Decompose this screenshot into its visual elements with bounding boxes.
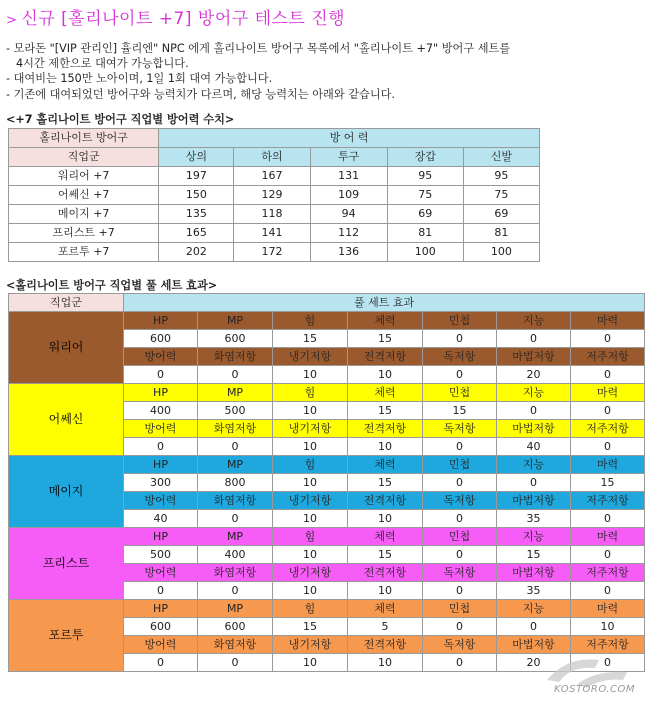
stat-value-cell: 15 [348,330,423,348]
resist-label-cell: 화염저항 [198,636,273,654]
resist-label-cell: 전격저항 [348,564,423,582]
resist-value-cell: 20 [497,654,571,672]
stat-value-cell: 300 [124,474,198,492]
stat-value-cell: 500 [198,402,273,420]
defense-value-cell: 167 [234,167,310,186]
defense-value-cell: 69 [387,205,463,224]
table-row [9,205,540,224]
defense-value-cell: 136 [310,243,387,262]
column-header: 장갑 [387,148,463,167]
resist-value-cell: 10 [348,438,423,456]
defense-value-cell: 95 [463,167,539,186]
watermark-text: KOSTORO.COM [553,684,635,695]
table-row [9,312,645,330]
defense-value-cell: 100 [463,243,539,262]
column-header: 하의 [234,148,310,167]
resist-value-cell: 35 [497,582,571,600]
job-name-cell: 포르투 +7 [9,243,159,262]
job-name-cell: 프리스트 [9,528,124,600]
stat-value-cell: 0 [497,330,571,348]
defense-value-cell: 94 [310,205,387,224]
job-name-cell: 메이지 +7 [9,205,159,224]
column-header: 상의 [159,148,234,167]
stat-value-cell: 15 [348,402,423,420]
job-name-cell: 어쎄신 [9,384,124,456]
resist-value-cell: 0 [423,582,497,600]
stat-value-cell: 0 [497,618,571,636]
title-arrow: > [6,13,18,28]
defense-value-cell: 202 [159,243,234,262]
corner-header-top: 홀리나이트 방어구 [9,129,159,148]
resist-label-cell: 저주저항 [571,420,645,438]
resist-value-cell: 0 [571,582,645,600]
table-row [9,167,540,186]
stat-label-cell: HP [124,456,198,474]
stat-label-cell: 체력 [348,312,423,330]
stat-label-cell: HP [124,312,198,330]
stat-label-cell: MP [198,384,273,402]
defense-value-cell: 129 [234,186,310,205]
resist-value-cell: 0 [198,438,273,456]
resist-label-cell: 마법저항 [497,348,571,366]
resist-label-cell: 화염저항 [198,492,273,510]
stat-label-cell: 마력 [571,456,645,474]
resist-label-cell: 마법저항 [497,492,571,510]
resist-value-cell: 0 [124,438,198,456]
resist-value-cell: 0 [423,654,497,672]
defense-value-cell: 165 [159,224,234,243]
stat-label-cell: 힘 [273,384,348,402]
stat-label-cell: MP [198,312,273,330]
stat-value-cell: 10 [273,546,348,564]
stat-label-cell: 지능 [497,600,571,618]
defense-value-cell: 131 [310,167,387,186]
stat-value-cell: 15 [273,618,348,636]
resist-value-cell: 0 [571,438,645,456]
table-row [9,456,645,474]
stat-label-cell: 민첩 [423,600,497,618]
stat-value-cell: 600 [124,330,198,348]
resist-value-cell: 0 [423,366,497,384]
stat-label-cell: 체력 [348,384,423,402]
defense-value-cell: 69 [463,205,539,224]
stat-label-cell: 힘 [273,528,348,546]
job-header: 직업군 [9,294,124,312]
description-line: - 기존에 대여되었던 방어구와 능력치가 다르며, 해당 능력치는 아래와 같습니다. [6,87,395,101]
stat-value-cell: 15 [497,546,571,564]
resist-value-cell: 0 [198,582,273,600]
description [6,41,510,102]
resist-label-cell: 독저항 [423,420,497,438]
resist-value-cell: 10 [273,510,348,528]
stat-value-cell: 0 [571,330,645,348]
column-header: 신발 [463,148,539,167]
stat-value-cell: 600 [198,618,273,636]
stat-label-cell: HP [124,600,198,618]
resist-label-cell: 마법저항 [497,636,571,654]
job-name-cell: 어쎄신 +7 [9,186,159,205]
resist-value-cell: 40 [497,438,571,456]
resist-label-cell: 방어력 [124,564,198,582]
resist-label-cell: 독저항 [423,348,497,366]
table-row [9,224,540,243]
job-name-cell: 프리스트 +7 [9,224,159,243]
description-line: 4시간 제한으로 대여가 가능합니다. [16,57,189,71]
defense-value-cell: 109 [310,186,387,205]
stat-value-cell: 5 [348,618,423,636]
resist-label-cell: 방어력 [124,420,198,438]
stat-value-cell: 0 [423,546,497,564]
resist-label-cell: 냉기저항 [273,636,348,654]
resist-label-cell: 화염저항 [198,420,273,438]
resist-label-cell: 냉기저항 [273,492,348,510]
set-effect-header: 풀 세트 효과 [124,294,645,312]
stat-label-cell: 마력 [571,312,645,330]
resist-label-cell: 전격저항 [348,636,423,654]
stat-label-cell: 지능 [497,456,571,474]
resist-value-cell: 20 [497,366,571,384]
stat-label-cell: 체력 [348,600,423,618]
stat-label-cell: 체력 [348,528,423,546]
stat-value-cell: 600 [198,330,273,348]
stat-label-cell: 민첩 [423,384,497,402]
table-row [9,528,645,546]
stat-value-cell: 10 [273,402,348,420]
stat-value-cell: 0 [423,330,497,348]
stat-value-cell: 0 [497,402,571,420]
stat-value-cell: 400 [124,402,198,420]
resist-label-cell: 저주저항 [571,636,645,654]
resist-value-cell: 35 [497,510,571,528]
resist-label-cell: 전격저항 [348,492,423,510]
resist-label-cell: 저주저항 [571,492,645,510]
resist-value-cell: 10 [348,654,423,672]
resist-value-cell: 0 [571,654,645,672]
resist-label-cell: 독저항 [423,636,497,654]
page-title [6,4,345,29]
defense-value-cell: 100 [387,243,463,262]
stat-value-cell: 0 [571,402,645,420]
resist-value-cell: 10 [348,366,423,384]
resist-label-cell: 저주저항 [571,564,645,582]
resist-label-cell: 냉기저항 [273,564,348,582]
table-row [9,186,540,205]
description-line: - 대여비는 150만 노아이며, 1일 1회 대여 가능합니다. [6,72,273,86]
stat-value-cell: 0 [497,474,571,492]
resist-value-cell: 10 [348,582,423,600]
resist-value-cell: 0 [423,438,497,456]
stat-label-cell: 민첩 [423,312,497,330]
stat-value-cell: 500 [124,546,198,564]
section-title-set-effect: <홀리나이트 방어구 직업별 풀 세트 효과> [6,279,218,292]
defense-value-cell: 75 [463,186,539,205]
resist-label-cell: 냉기저항 [273,420,348,438]
resist-value-cell: 0 [124,654,198,672]
resist-label-cell: 냉기저항 [273,348,348,366]
stat-label-cell: 지능 [497,384,571,402]
resist-value-cell: 0 [571,366,645,384]
defense-value-cell: 172 [234,243,310,262]
resist-label-cell: 마법저항 [497,420,571,438]
stat-label-cell: 마력 [571,600,645,618]
stat-label-cell: 민첩 [423,456,497,474]
stat-value-cell: 0 [571,546,645,564]
stat-value-cell: 0 [423,474,497,492]
resist-label-cell: 마법저항 [497,564,571,582]
resist-label-cell: 화염저항 [198,564,273,582]
resist-value-cell: 10 [348,510,423,528]
defense-group-header: 방 어 력 [159,129,540,148]
stat-value-cell: 400 [198,546,273,564]
resist-value-cell: 0 [198,366,273,384]
stat-value-cell: 10 [273,474,348,492]
defense-value-cell: 81 [387,224,463,243]
resist-value-cell: 10 [273,438,348,456]
stat-label-cell: 지능 [497,528,571,546]
stat-value-cell: 15 [571,474,645,492]
resist-value-cell: 10 [273,366,348,384]
job-name-cell: 메이지 [9,456,124,528]
stat-label-cell: MP [198,528,273,546]
stat-label-cell: MP [198,600,273,618]
stat-label-cell: HP [124,528,198,546]
stat-label-cell: MP [198,456,273,474]
resist-value-cell: 10 [273,654,348,672]
defense-value-cell: 75 [387,186,463,205]
stat-label-cell: 민첩 [423,528,497,546]
job-name-cell: 워리어 +7 [9,167,159,186]
defense-value-cell: 141 [234,224,310,243]
defense-value-cell: 197 [159,167,234,186]
resist-label-cell: 저주저항 [571,348,645,366]
defense-value-cell: 112 [310,224,387,243]
job-name-cell: 워리어 [9,312,124,384]
section-title-defense: <+7 홀리나이트 방어구 직업별 방어력 수치> [6,113,235,126]
defense-value-cell: 118 [234,205,310,224]
stat-label-cell: 힘 [273,456,348,474]
defense-table [8,128,540,262]
stat-value-cell: 800 [198,474,273,492]
resist-value-cell: 0 [124,366,198,384]
resist-label-cell: 화염저항 [198,348,273,366]
stat-label-cell: 힘 [273,312,348,330]
stat-value-cell: 15 [273,330,348,348]
defense-value-cell: 81 [463,224,539,243]
defense-value-cell: 135 [159,205,234,224]
stat-label-cell: 지능 [497,312,571,330]
corner-header-bottom: 직업군 [9,148,159,167]
defense-value-cell: 150 [159,186,234,205]
set-effect-table [8,293,645,672]
resist-value-cell: 10 [273,582,348,600]
resist-value-cell: 0 [198,510,273,528]
stat-label-cell: 마력 [571,384,645,402]
description-line: - 모라돈 "[VIP 관리인] 휼리엔" NPC 에게 홀리나이트 방어구 목록에서 "홀리나이트 +7" 방어구 세트를 [6,42,511,55]
title-text: 신규 [홀리나이트 +7] 방어구 테스트 진행 [21,9,346,29]
defense-value-cell: 95 [387,167,463,186]
stat-value-cell: 0 [423,618,497,636]
stat-label-cell: 마력 [571,528,645,546]
resist-value-cell: 0 [124,582,198,600]
resist-value-cell: 0 [198,654,273,672]
stat-value-cell: 15 [348,546,423,564]
resist-label-cell: 방어력 [124,636,198,654]
table-row [9,600,645,618]
stat-label-cell: HP [124,384,198,402]
resist-label-cell: 독저항 [423,564,497,582]
stat-value-cell: 15 [348,474,423,492]
resist-label-cell: 방어력 [124,492,198,510]
resist-value-cell: 0 [571,510,645,528]
resist-label-cell: 전격저항 [348,420,423,438]
resist-value-cell: 0 [423,510,497,528]
table-row [9,384,645,402]
stat-label-cell: 체력 [348,456,423,474]
stat-label-cell: 힘 [273,600,348,618]
stat-value-cell: 15 [423,402,497,420]
resist-label-cell: 독저항 [423,492,497,510]
resist-label-cell: 전격저항 [348,348,423,366]
column-header: 투구 [310,148,387,167]
stat-value-cell: 10 [571,618,645,636]
table-row [9,243,540,262]
resist-label-cell: 방어력 [124,348,198,366]
resist-value-cell: 40 [124,510,198,528]
job-name-cell: 포르투 [9,600,124,672]
stat-value-cell: 600 [124,618,198,636]
